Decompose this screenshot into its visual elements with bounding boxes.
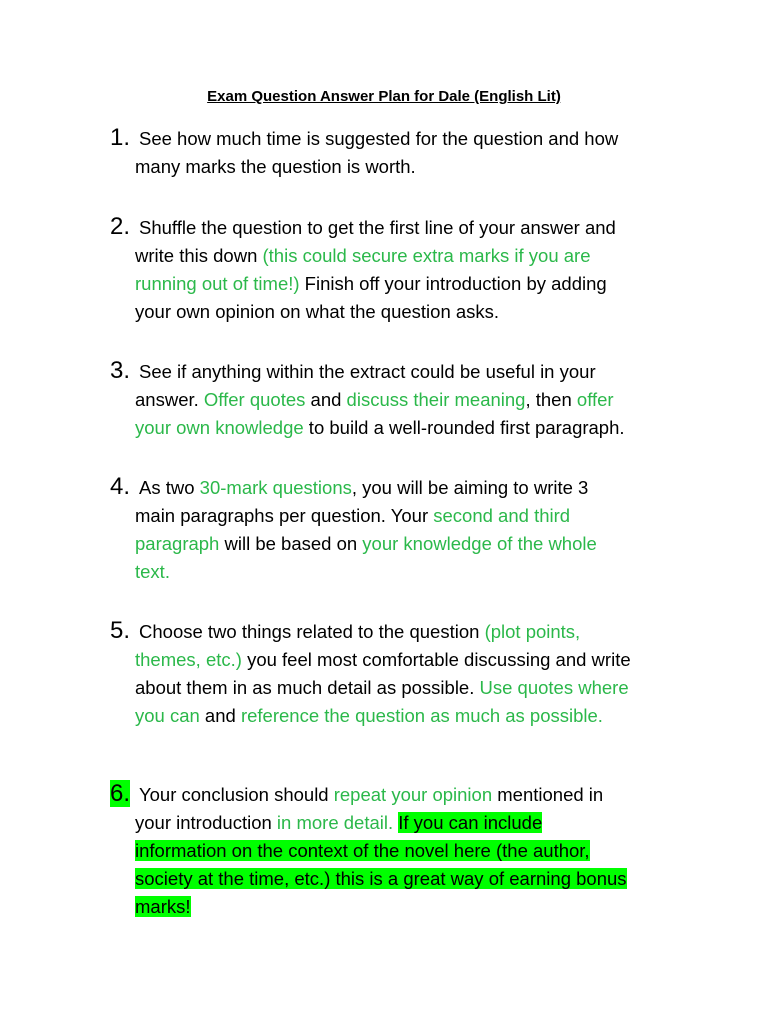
green-text: 30-mark questions (199, 477, 352, 498)
text-line (135, 530, 690, 558)
text-segment: you feel most comfortable discussing and write (241, 649, 631, 670)
green-text: you can (135, 705, 200, 726)
text-line (135, 242, 690, 270)
green-text: text. (135, 561, 170, 582)
green-text: paragraph (135, 533, 220, 554)
text-line (135, 386, 690, 414)
highlighted-text: information on the context of the novel here (the author, (135, 840, 590, 861)
list-item (110, 124, 690, 181)
list-item (110, 213, 690, 326)
text-line (135, 865, 690, 893)
text-line (135, 809, 690, 837)
text-line (135, 502, 690, 530)
text-segment: , you will be aiming to write 3 (351, 477, 589, 498)
text-line (135, 298, 690, 326)
text-line (135, 646, 690, 674)
green-text: (plot points, (484, 621, 581, 642)
text-segment: many marks the question is worth. (135, 156, 416, 177)
list-item (110, 780, 690, 921)
text-segment: Finish off your introduction by adding (299, 273, 607, 294)
text-segment: Your conclusion should (139, 784, 334, 805)
document-title: Exam Question Answer Plan for Dale (English Lit) (207, 88, 561, 105)
green-text: second and third (433, 505, 571, 526)
green-text: reference the question as much as possible. (240, 705, 603, 726)
highlighted-text: society at the time, etc.) this is a great way of earning bonus (135, 868, 627, 889)
text-segment: and (305, 389, 347, 410)
list-item (110, 473, 690, 586)
text-line (135, 358, 690, 386)
text-segment: and (199, 705, 241, 726)
text-segment: your introduction (135, 812, 277, 833)
text-line (135, 618, 690, 646)
item-number: 1. (110, 124, 131, 151)
item-text (135, 618, 690, 730)
green-text: (this could secure extra marks if you are (262, 245, 591, 266)
item-number: 4. (110, 473, 131, 500)
item-number: 5. (110, 617, 131, 644)
green-text: in more detail. (276, 812, 394, 833)
text-line (135, 837, 690, 865)
item-text (135, 125, 690, 181)
list-item (110, 357, 690, 442)
green-text: running out of time!) (135, 273, 300, 294)
text-segment: As two (139, 477, 200, 498)
text-segment: answer. (135, 389, 204, 410)
item-text (135, 781, 690, 921)
text-segment: Shuffle the question to get the first line of your answer and (139, 217, 616, 238)
text-line (135, 893, 690, 921)
text-segment: mentioned in (492, 784, 604, 805)
text-segment: main paragraphs per question. Your (135, 505, 434, 526)
item-number: 2. (110, 213, 131, 240)
text-line (135, 474, 690, 502)
text-segment: your own opinion on what the question asks. (135, 301, 500, 322)
green-text: your own knowledge (135, 417, 304, 438)
text-segment: See if anything within the extract could be useful in your (139, 361, 596, 382)
text-segment: to build a well-rounded first paragraph. (303, 417, 625, 438)
text-line (135, 270, 690, 298)
text-line (135, 125, 690, 153)
item-number: 3. (110, 357, 131, 384)
item-text (135, 214, 690, 326)
green-text: offer (576, 389, 614, 410)
green-text: repeat your opinion (333, 784, 493, 805)
item-text (135, 358, 690, 442)
text-line (135, 414, 690, 442)
text-segment: Choose two things related to the question (139, 621, 485, 642)
text-line (135, 558, 690, 586)
highlighted-text: marks! (135, 896, 191, 917)
text-line (135, 702, 690, 730)
text-segment: write this down (135, 245, 263, 266)
text-line (135, 153, 690, 181)
item-number: 6. (110, 780, 131, 807)
list-item (110, 617, 690, 730)
item-text (135, 474, 690, 586)
text-line (135, 674, 690, 702)
green-text: themes, etc.) (135, 649, 242, 670)
text-segment: about them in as much detail as possible. (135, 677, 480, 698)
text-line (135, 214, 690, 242)
green-text: Use quotes where (479, 677, 629, 698)
text-segment: , then (525, 389, 577, 410)
highlighted-text: If you can include (398, 812, 543, 833)
text-line (135, 781, 690, 809)
text-segment: will be based on (219, 533, 363, 554)
green-text: discuss their meaning (346, 389, 526, 410)
green-text: Offer quotes (203, 389, 306, 410)
text-segment: See how much time is suggested for the question and how (139, 128, 619, 149)
green-text: your knowledge of the whole (362, 533, 597, 554)
